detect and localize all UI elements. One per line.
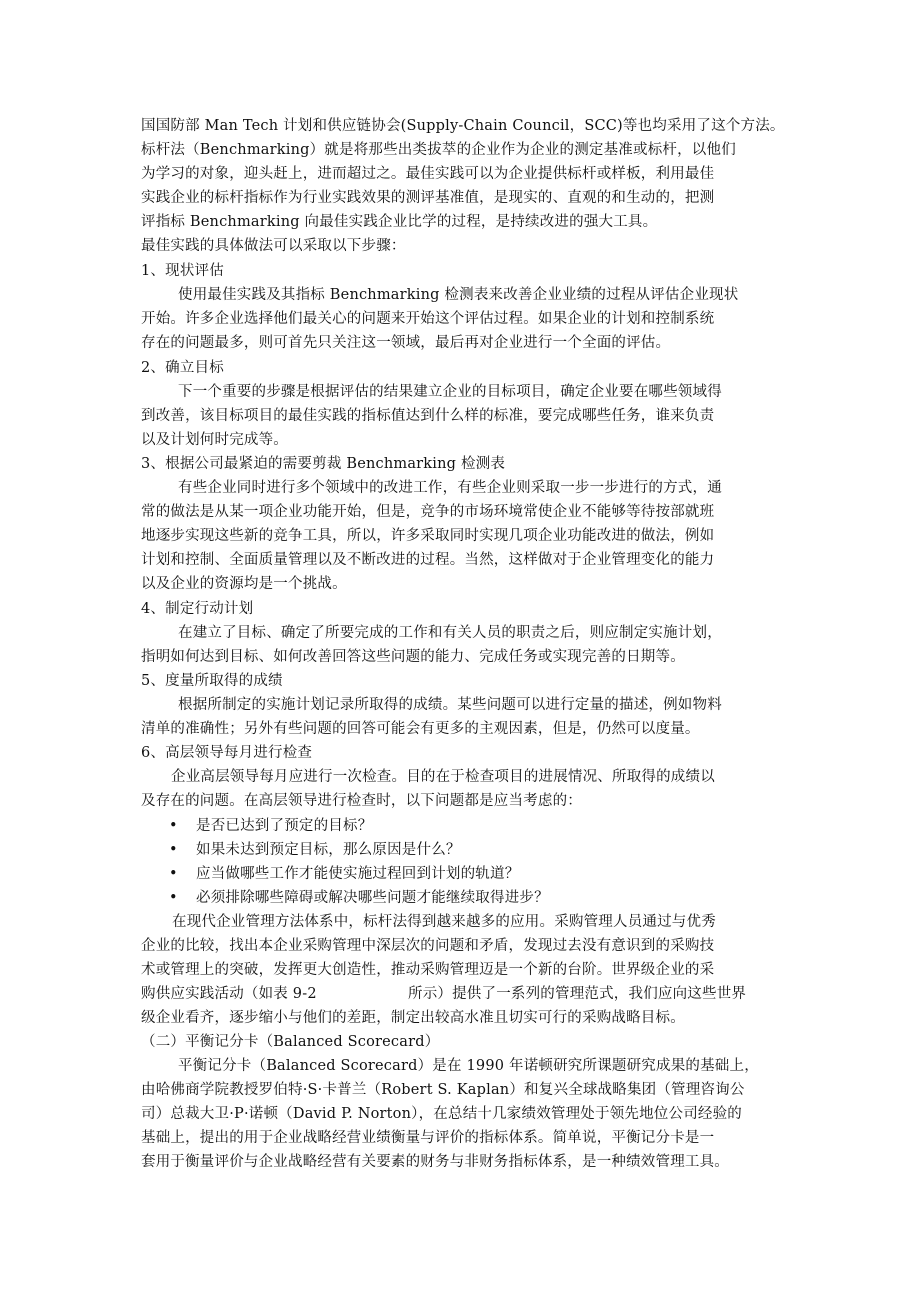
bsc-line-4: 基础上，提出的用于企业战略经营业绩衡量与评价的指标体系。简单说，平衡记分卡是一 (141, 1130, 715, 1146)
bullet-item-3: 应当做哪些工作才能使实施过程回到计划的轨道？ (196, 866, 520, 882)
step-2-line-3: 以及计划何时完成等。 (141, 432, 288, 448)
step-3-line-1: 有些企业同时进行多个领域中的改进工作，有些企业则采取一步一步进行的方式，通 (178, 480, 722, 496)
step-3-heading: 3、根据公司最紧迫的需要剪裁 Benchmarking 检测表 (141, 456, 506, 472)
step-1-line-1: 使用最佳实践及其指标 Benchmarking 检测表来改善企业业绩的过程从评估企业现状 (178, 287, 739, 303)
step-5-heading: 5、度量所取得的成绩 (141, 673, 283, 689)
summary-line-4a: 购供应实践活动（如表 9-2 (141, 986, 317, 1002)
step-5-line-1: 根据所制定的实施计划记录所取得的成绩。某些问题可以进行定量的描述，例如物料 (178, 697, 722, 713)
bsc-line-1: 平衡记分卡（Balanced Scorecard）是在 1990 年诺顿研究所课题研究成果的基础上， (178, 1058, 759, 1074)
bsc-heading: （二）平衡记分卡（Balanced Scorecard） (141, 1034, 440, 1050)
summary-line-5: 级企业看齐，逐步缩小与他们的差距，制定出较高水准且切实可行的采购战略目标。 (141, 1010, 685, 1026)
bsc-line-2: 由哈佛商学院教授罗伯特·S·卡普兰（Robert S. Kaplan）和复兴全球战略集团（管理咨询公 (141, 1082, 745, 1098)
bullet-marker: • (169, 842, 178, 858)
intro-line-6: 最佳实践的具体做法可以采取以下步骤： (141, 238, 406, 254)
bullet-marker: • (169, 818, 178, 834)
bsc-line-3: 司）总裁大卫·P·诺顿（David P. Norton），在总结十几家绩效管理处于领先地位公司经验的 (141, 1106, 742, 1122)
bullet-item-2: 如果未达到预定目标，那么原因是什么？ (196, 842, 461, 858)
step-2-line-2: 到改善，该目标项目的最佳实践的指标值达到什么样的标准，要完成哪些任务，谁来负责 (141, 408, 715, 424)
step-6-line-1: 企业高层领导每月应进行一次检查。目的在于检查项目的进展情况、所取得的成绩以 (171, 769, 715, 785)
step-4-heading: 4、制定行动计划 (141, 601, 254, 617)
step-6-line-2: 及存在的问题。在高层领导进行检查时，以下问题都是应当考虑的： (141, 793, 582, 809)
step-6-heading: 6、高层领导每月进行检查 (141, 745, 313, 761)
step-3-line-2: 常的做法是从某一项企业功能开始，但是，竞争的市场环境常使企业不能够等待按部就班 (141, 504, 715, 520)
bullet-marker: • (169, 890, 178, 906)
step-1-line-3: 存在的问题最多，则可首先只关注这一领域，最后再对企业进行一个全面的评估。 (141, 335, 671, 351)
intro-line-1: 国国防部 Man Tech 计划和供应链协会(Supply-Chain Council，SCC)等也均采用了这个方法。 (141, 118, 785, 134)
bullet-item-4: 必须排除哪些障碍或解决哪些问题才能继续取得进步？ (196, 890, 549, 906)
step-4-line-1: 在建立了目标、确定了所要完成的工作和有关人员的职责之后，则应制定实施计划， (178, 625, 722, 641)
step-1-line-2: 开始。许多企业选择他们最关心的问题来开始这个评估过程。如果企业的计划和控制系统 (141, 311, 715, 327)
intro-line-3: 为学习的对象，迎头赶上，进而超过之。最佳实践可以为企业提供标杆或样板，利用最佳 (141, 166, 715, 182)
step-4-line-2: 指明如何达到目标、如何改善回答这些问题的能力、完成任务或实现完善的日期等。 (141, 649, 685, 665)
step-2-line-1: 下一个重要的步骤是根据评估的结果建立企业的目标项目，确定企业要在哪些领域得 (178, 384, 722, 400)
bullet-item-1: 是否已达到了预定的目标？ (196, 818, 373, 834)
step-5-line-2: 清单的准确性；另外有些问题的回答可能会有更多的主观因素，但是，仍然可以度量。 (141, 721, 700, 737)
step-2-heading: 2、确立目标 (141, 360, 224, 376)
summary-line-4b: 所示）提供了一系列的管理范式，我们应向这些世界 (408, 986, 747, 1002)
summary-line-3: 术或管理上的突破，发挥更大创造性，推动采购管理迈是一个新的台阶。世界级企业的采 (141, 962, 715, 978)
summary-line-1: 在现代企业管理方法体系中，标杆法得到越来越多的应用。采购管理人员通过与优秀 (172, 914, 716, 930)
step-3-line-5: 以及企业的资源均是一个挑战。 (141, 576, 347, 592)
summary-line-2: 企业的比较，找出本企业采购管理中深层次的问题和矛盾，发现过去没有意识到的采购技 (141, 938, 715, 954)
intro-line-5: 评指标 Benchmarking 向最佳实践企业比学的过程，是持续改进的强大工具。 (141, 214, 658, 230)
step-3-line-4: 计划和控制、全面质量管理以及不断改进的过程。当然，这样做对于企业管理变化的能力 (141, 552, 715, 568)
step-1-heading: 1、现状评估 (141, 263, 224, 279)
step-3-line-3: 地逐步实现这些新的竞争工具，所以，许多采取同时实现几项企业功能改进的做法，例如 (141, 528, 715, 544)
bsc-line-5: 套用于衡量评价与企业战略经营有关要素的财务与非财务指标体系，是一种绩效管理工具。 (141, 1154, 729, 1170)
intro-line-2: 标杆法（Benchmarking）就是将那些出类拔萃的企业作为企业的测定基准或标杆，以他们 (141, 142, 736, 158)
bullet-marker: • (169, 866, 178, 882)
intro-line-4: 实践企业的标杆指标作为行业实践效果的测评基准值，是现实的、直观的和生动的，把测 (141, 190, 715, 206)
